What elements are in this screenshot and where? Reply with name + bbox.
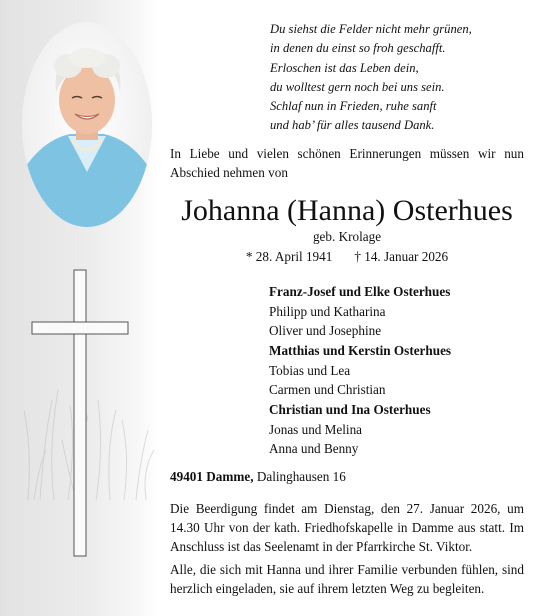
deceased-name: Johanna (Hanna) Osterhues — [181, 194, 513, 227]
poem — [270, 20, 530, 136]
address-street: Dalinghausen 16 — [256, 469, 346, 484]
cross-icon — [30, 268, 130, 558]
funeral-text: Die Beerdigung findet am Dienstag, den 27. Januar 2026, um 14.30 Uhr von der kath. Friedhofskapelle in Damme aus statt. Im Anschluss ist das Seelenamt in der Pfarrkirche St. Viktor. — [170, 501, 524, 554]
life-dates — [170, 248, 524, 266]
portrait-illustration — [22, 22, 152, 227]
poem-line: und hab’ für alles tausend Dank. — [270, 118, 435, 133]
intro-text: In Liebe und vielen schönen Erinnerungen müssen wir nun Abschied nehmen von — [170, 146, 524, 180]
family-member: Carmen und Christian — [269, 382, 386, 397]
address-city: 49401 Damme, — [170, 469, 254, 484]
family-member: Oliver und Josephine — [269, 323, 382, 338]
closing-text: Alle, die sich mit Hanna und ihrer Familie verbunden fühlen, sind herzlich eingeladen, sie auf ihrem letzten Weg zu begleiten. — [170, 562, 524, 596]
birth-name: geb. Krolage — [312, 229, 382, 244]
poem-line: Erloschen ist das Leben dein, — [270, 60, 419, 75]
family-group — [269, 400, 539, 459]
family-head: Christian und Ina Osterhues — [269, 402, 431, 417]
poem-line: Schlaf nun in Frieden, ruhe sanft — [270, 99, 437, 114]
family-group — [269, 282, 539, 341]
poem-line: in denen du einst so froh geschafft. — [270, 41, 446, 56]
family-member: Anna und Benny — [269, 441, 359, 456]
poem-line: du wolltest gern noch bei uns sein. — [270, 79, 445, 94]
portrait-photo — [22, 22, 152, 227]
family-group — [269, 341, 539, 400]
birth-date: * 28. April 1941 — [245, 249, 333, 264]
address — [170, 468, 346, 486]
family-head: Matthias und Kerstin Osterhues — [269, 343, 452, 358]
poem-line: Du siehst die Felder nicht mehr grünen, — [270, 22, 472, 36]
family-head: Franz-Josef und Elke Osterhues — [269, 284, 451, 299]
family-member: Philipp und Katharina — [269, 303, 386, 319]
family-member: Tobias und Lea — [269, 362, 351, 378]
death-date: † 14. Januar 2026 — [354, 249, 449, 264]
family-member: Jonas und Melina — [269, 421, 363, 437]
